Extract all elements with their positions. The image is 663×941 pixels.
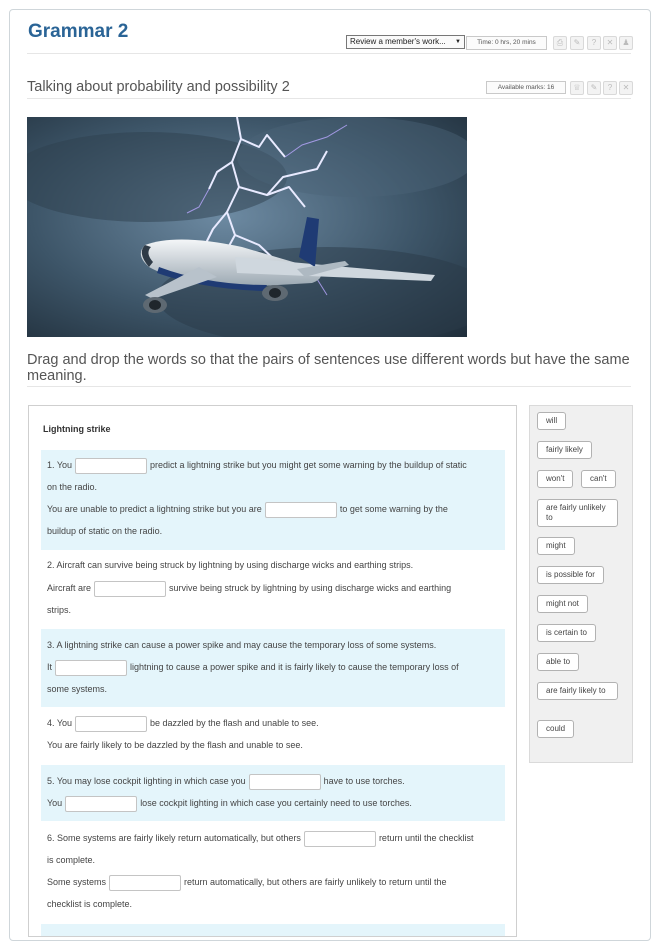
review-member-select[interactable]: [346, 35, 465, 49]
question-text: 1. You: [47, 460, 73, 470]
question-text: 4. You: [47, 718, 73, 728]
word-tile[interactable]: are fairly likely to: [537, 682, 618, 700]
answer-drop-zone[interactable]: [265, 502, 337, 518]
question-text: be dazzled by the flash and unable to see.: [150, 718, 319, 728]
word-tile[interactable]: might not: [537, 595, 588, 613]
dropdown-arrow-icon: ▼: [455, 39, 461, 45]
exercise-title: Lightning strike: [43, 424, 111, 434]
answer-drop-zone[interactable]: [94, 581, 166, 597]
question-text: lightning to cause a power spike and it is fairly likely to cause the temporary loss of: [130, 662, 459, 672]
divider: [27, 53, 631, 54]
question-text: lose cockpit lighting in which case you certainly need to use torches.: [140, 798, 412, 808]
review-member-label: Review a member's work...: [350, 37, 446, 46]
answer-drop-zone[interactable]: [109, 875, 181, 891]
question-text: You are fairly likely to be dazzled by the flash and unable to see.: [47, 740, 303, 750]
divider: [27, 386, 631, 387]
answer-drop-zone[interactable]: [75, 458, 147, 474]
question-text: survive being struck by lightning by using discharge wicks and earthing: [169, 583, 452, 593]
word-tile[interactable]: is possible for: [537, 566, 604, 584]
exercise-panel: [28, 405, 517, 937]
question-text: 2. Aircraft can survive being struck by lightning by using discharge wicks and earthing strips.: [47, 560, 414, 570]
user-icon[interactable]: ♟: [619, 36, 633, 50]
time-display: Time: 0 hrs, 20 mins: [466, 36, 547, 50]
print-icon[interactable]: ⎙: [553, 36, 567, 50]
activity-title: Talking about probability and possibility 2: [27, 79, 290, 95]
question-3: [41, 629, 505, 707]
question-text: It: [47, 662, 53, 672]
question-text: is complete.: [47, 855, 96, 865]
question-text: 5. You may lose cockpit lighting in which case you: [47, 776, 246, 786]
question-4: [41, 713, 505, 761]
question-text: return automatically, but others are fairly unlikely to return until the: [184, 877, 447, 887]
word-tile[interactable]: is certain to: [537, 624, 596, 642]
help-icon[interactable]: ?: [603, 81, 617, 95]
question-text: checklist is complete.: [47, 899, 133, 909]
question-text: have to use torches.: [323, 776, 405, 786]
close-icon[interactable]: ✕: [619, 81, 633, 95]
word-tile[interactable]: can't: [581, 470, 616, 488]
word-tile[interactable]: fairly likely: [537, 441, 592, 459]
question-text: buildup of static on the radio.: [47, 526, 163, 536]
question-text: some systems.: [47, 684, 108, 694]
answer-drop-zone[interactable]: [65, 796, 137, 812]
edit-icon[interactable]: ✎: [570, 36, 584, 50]
question-text: Aircraft are: [47, 583, 92, 593]
airplane-lightning-image: [27, 117, 467, 337]
word-tile[interactable]: could: [537, 720, 574, 738]
answer-drop-zone[interactable]: [75, 716, 147, 732]
answer-drop-zone[interactable]: [249, 774, 321, 790]
question-text: You are unable to predict a lightning strike but you are: [47, 504, 262, 514]
word-tile[interactable]: won't: [537, 470, 573, 488]
question-1: [41, 450, 505, 550]
question-text: 6. Some systems are fairly likely return automatically, but others: [47, 833, 301, 843]
question-text: strips.: [47, 605, 72, 615]
question-text: predict a lightning strike but you might get some warning by the buildup of static: [150, 460, 467, 470]
divider: [27, 98, 631, 99]
edit-icon[interactable]: ✎: [587, 81, 601, 95]
question-text: Some systems: [47, 877, 107, 887]
instructions: Drag and drop the words so that the pairs of sentences use different words but have the same meaning.: [27, 352, 630, 384]
question-text: 3. A lightning strike can cause a power spike and may cause the temporary loss of some systems.: [47, 640, 437, 650]
close-icon[interactable]: ✕: [603, 36, 617, 50]
question-text: to get some warning by the: [339, 504, 448, 514]
question-5: [41, 765, 505, 821]
question-7: [41, 924, 505, 936]
word-tile[interactable]: are fairly unlikely to: [537, 499, 618, 527]
question-text: on the radio.: [47, 482, 98, 492]
answer-drop-zone[interactable]: [304, 831, 376, 847]
question-text: return until the checklist: [378, 833, 474, 843]
help-icon[interactable]: ?: [587, 36, 601, 50]
available-marks: Available marks: 16: [486, 81, 566, 94]
answer-drop-zone[interactable]: [55, 660, 127, 676]
question-2: [41, 556, 505, 626]
trophy-icon[interactable]: ♕: [570, 81, 584, 95]
question-6: [41, 827, 505, 917]
page-title: Grammar 2: [28, 21, 129, 42]
word-tile[interactable]: might: [537, 537, 575, 555]
word-tile[interactable]: able to: [537, 653, 579, 671]
question-text: You: [47, 798, 63, 808]
word-tile[interactable]: will: [537, 412, 566, 430]
